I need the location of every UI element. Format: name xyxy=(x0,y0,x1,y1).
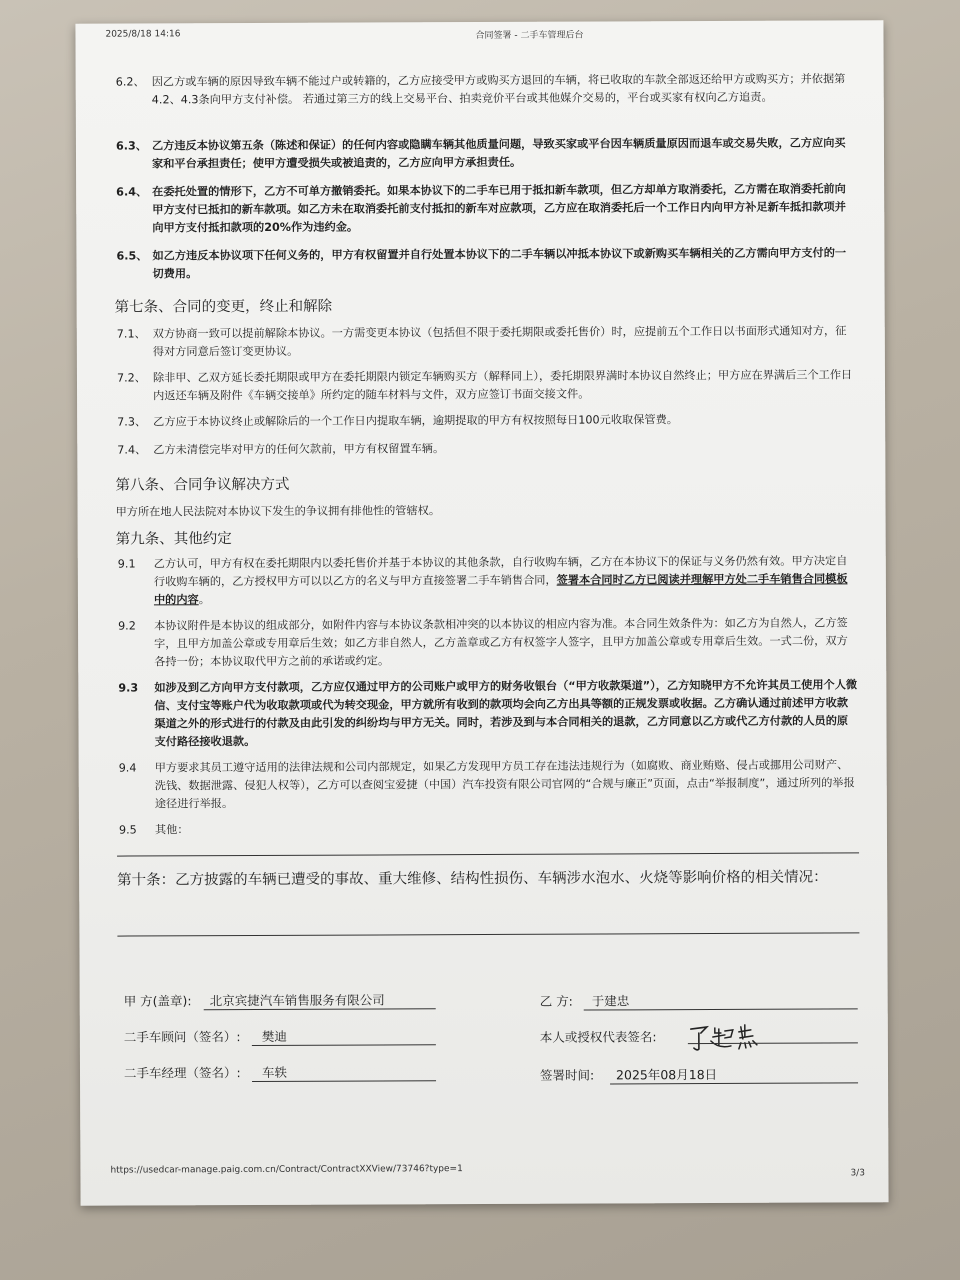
party-a-line xyxy=(204,1008,436,1010)
clause-number: 9.5 xyxy=(118,823,137,837)
clause-6-5 xyxy=(116,244,856,283)
section-9-title: 第九条、其他约定 xyxy=(115,531,232,548)
clause-text: 除非甲、乙双方延长委托期限或甲方在委托期限内锁定车辆购买方（解释同上），委托期限界满时本协议自然终止；甲方应在界满后三个工作日内返还车辆及附件《车辆交接单》所约定的随车材料与文件，双方应签订书面交接文件。 xyxy=(152,368,853,403)
other-terms-line xyxy=(117,852,859,856)
clause-9-5 xyxy=(119,818,859,839)
clause-number: 7.3、 xyxy=(117,415,147,429)
clause-text: 如乙方违反本协议项下任何义务的，甲方有权留置并自行处置本协议下的二手车辆以冲抵本协议下或新购买车辆相关的乙方需向甲方支付的一切费用。 xyxy=(152,246,847,281)
sign-date-value: 2025年08月18日 xyxy=(615,1066,718,1083)
handwritten-signature xyxy=(685,1019,775,1055)
sign-date-label: 签署时间: xyxy=(539,1067,595,1083)
section-7-title: 第七条、合同的变更，终止和解除 xyxy=(114,298,333,316)
manager-label: 二手车经理（签名）: xyxy=(123,1065,241,1081)
section-8-text: 甲方所在地人民法院对本协议下发生的争议拥有排他性的管辖权。 xyxy=(115,504,441,519)
clause-text: 乙方应于本协议终止或解除后的一个工作日内提取车辆，逾期提取的甲方有权按照每日100元收取保管费。 xyxy=(153,413,678,429)
underlined-acknowledgement: 签署本合同时乙方已阅读并理解甲方处二手车销售合同模板中的内容 xyxy=(153,572,848,607)
clause-number: 9.4 xyxy=(118,761,137,775)
clause-text: 本协议附件是本协议的组成部分，如附件内容与本协议条款相冲突的以本协议的相应内容为准。本合同生效条件为：如乙方为自然人，乙方签字，且甲方加盖公章或专用章后生效；如乙方非自然人，乙方盖章或乙方有权签字人签字，且甲方加盖公章或专用章后生效。一式二份，双方各持一份；本协议取代甲方之前的承诺或约定。 xyxy=(154,616,848,669)
page-number: 3/3 xyxy=(850,1168,865,1179)
representative-label: 本人或授权代表签名: xyxy=(539,1029,657,1045)
clause-number: 7.1、 xyxy=(116,327,146,341)
sign-date-line xyxy=(610,1082,858,1084)
clause-number: 6.3、 xyxy=(115,139,148,153)
clause-end: 。 xyxy=(198,593,210,607)
clause-9-4 xyxy=(119,756,859,813)
party-b-label: 乙 方: xyxy=(539,993,573,1009)
advisor-name: 樊迪 xyxy=(261,1028,287,1044)
clause-9-1 xyxy=(118,552,858,609)
clause-number: 9.1 xyxy=(117,557,136,571)
party-b-name: 于建忠 xyxy=(591,993,630,1009)
clause-number: 6.2、 xyxy=(115,75,145,89)
section-10-title: 第十条：乙方披露的车辆已遭受的事故、重大维修、结构性损伤、车辆涉水泡水、火烧等影响价格的相关情况： xyxy=(117,869,828,889)
clause-number: 6.5、 xyxy=(116,249,148,263)
clause-9-2 xyxy=(118,614,858,671)
advisor-line xyxy=(252,1044,436,1046)
clause-number: 9.2 xyxy=(118,619,136,633)
page-url: https://usedcar-manage.paig.com.cn/Contract/ContractXXView/73746?type=1 xyxy=(110,1164,463,1176)
clause-6-2 xyxy=(116,70,856,109)
section-8-title: 第八条、合同争议解决方式 xyxy=(115,476,290,494)
party-a-name: 北京宾捷汽车销售服务有限公司 xyxy=(209,992,385,1009)
page-header-title: 合同签署 - 二手车管理后台 xyxy=(475,30,584,42)
clause-text: 双方协商一致可以提前解除本协议。一方需变更本协议（包括但不限于委托期限或委托售价）时，应提前五个工作日以书面形式通知对方，征得对方同意后签订变更协议。 xyxy=(152,324,847,359)
advisor-label: 二手车顾问（签名）: xyxy=(123,1029,241,1045)
clause-7-3 xyxy=(117,410,857,431)
clause-9-3 xyxy=(118,676,858,751)
manager-line xyxy=(252,1080,436,1082)
clause-7-1 xyxy=(117,322,857,361)
party-a-label: 甲 方(盖章): xyxy=(123,993,192,1009)
clause-number: 7.4、 xyxy=(117,443,147,457)
clause-7-4 xyxy=(117,438,857,459)
party-b-line xyxy=(584,1008,858,1010)
clause-text: 乙方违反本协议第五条（陈述和保证）的任何内容或隐瞒车辆其他质量问题，导致买家或平台因车辆质量原因而退车或交易失败，乙方应向买家和平台承担责任；使甲方遭受损失或被追责的，乙方应向甲方承担责任。 xyxy=(151,136,846,171)
clause-7-2 xyxy=(117,366,857,405)
clause-number: 7.2、 xyxy=(116,371,146,385)
clause-number: 9.3 xyxy=(118,681,139,695)
clause-number: 6.4、 xyxy=(116,185,148,199)
clause-text: 其他： xyxy=(154,823,189,837)
clause-text: 在委托处置的情形下，乙方不可单方撤销委托。如果本协议下的二手车已用于抵扣新车款项，但乙方却单方取消委托，乙方需在取消委托前向甲方支付已抵扣的新车款项。如乙方未在取消委托前支付抵扣的新车对应款项，乙方应在取消委托后一个工作日内向甲方补足新车抵扣款项并向甲方支付抵扣款项的20%作为违约金。 xyxy=(152,182,846,235)
clause-text: 如涉及到乙方向甲方支付款项，乙方应仅通过甲方的公司账户或甲方的财务收银台（“甲方收款渠道”），乙方知晓甲方不允许其员工使用个人微信、支付宝等账户代为收取款项或代为转交现金，甲方就所有收到的款项均会向乙方出具等额的正规发票或收据。乙方确认通过前述甲方收款渠道之外的形式进行的付款及由此引发的纠纷均与甲方无关。同时，若涉及到与本合同相关的退款，乙方同意以乙方或代乙方付款的人员的原支付路径接收退款。 xyxy=(154,678,858,749)
clause-text: 甲方要求其员工遵守适用的法律法规和公司内部规定，如果乙方发现甲方员工存在违法违规行为（如腐败、商业贿赂、侵占或挪用公司财产、洗钱、数据泄露、侵犯人权等），乙方可以查阅宝爱捷（中国）汽车投资有限公司官网的“合规与廉正”页面，点击“举报制度”，通过所列的举报途径进行举报。 xyxy=(154,758,855,811)
print-datetime: 2025/8/18 14:16 xyxy=(105,29,181,40)
clause-6-3 xyxy=(116,134,856,173)
clause-text: 乙方未清偿完毕对甲方的任何欠款前，甲方有权留置车辆。 xyxy=(153,442,445,457)
disclosure-line xyxy=(117,932,859,936)
clause-text: 乙方认可，甲方有权在委托期限内以委托售价并基于本协议的其他条款，自行收购车辆，乙方在本协议下的保证与义务仍然有效。甲方决定自行收购车辆的，乙方授权甲方可以以乙方的名义与甲方直接签署二手车销售合同， xyxy=(153,554,848,589)
clause-text: 因乙方或车辆的原因导致车辆不能过户或转籍的，乙方应接受甲方或购买方退回的车辆，将已收取的车款全部返还给甲方或购买方；并依据第4.2、4.3条向甲方支付补偿。 若通过第三方的线上交易平台、拍卖竞价平台或其他媒介交易的，平台或买家有权向乙方追责。 xyxy=(151,72,846,107)
contract-paper xyxy=(75,20,888,1206)
clause-6-4 xyxy=(116,180,856,237)
manager-name: 车轶 xyxy=(261,1064,288,1080)
